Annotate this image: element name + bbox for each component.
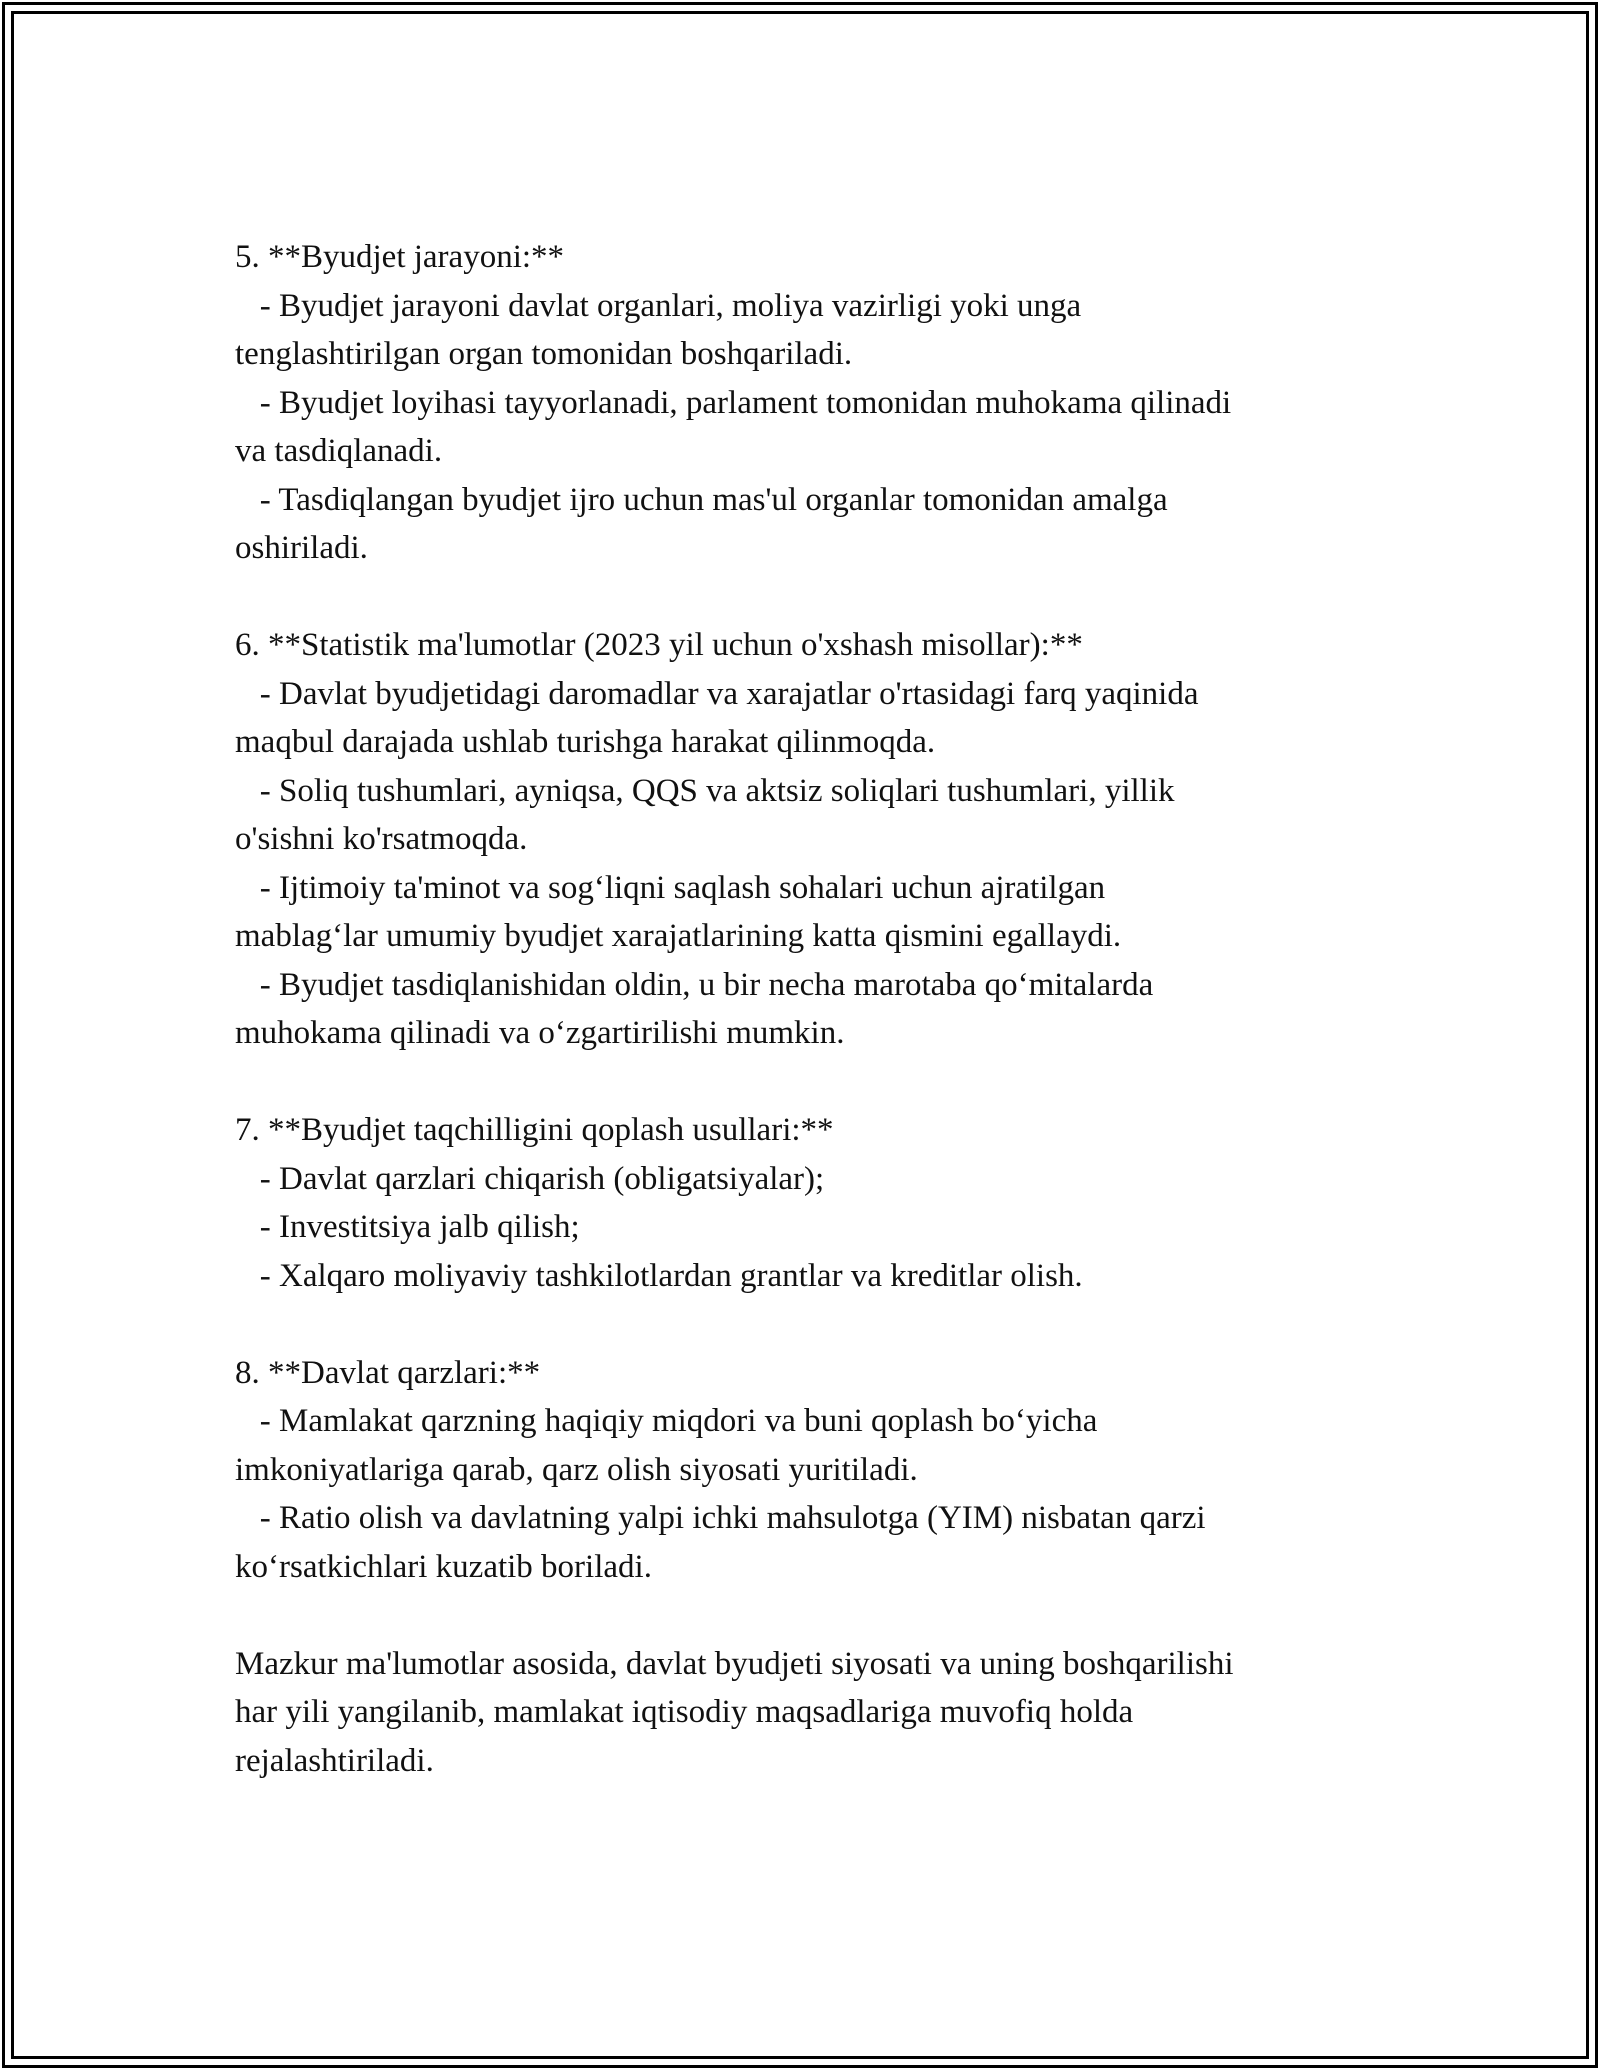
blank-line — [235, 1591, 1365, 1640]
text-line: - Byudjet tasdiqlanishidan oldin, u bir necha marotaba qo‘mitalarda — [235, 966, 1154, 1003]
text-line: tenglashtirilgan organ tomonidan boshqariladi. — [235, 336, 853, 372]
text-line: - Investitsiya jalb qilish; — [235, 1209, 580, 1245]
blank-line — [235, 573, 1365, 622]
text-line: - Davlat qarzlari chiqarish (obligatsiyalar); — [235, 1160, 825, 1197]
section-heading-6: 6. **Statistik ma'lumotlar (2023 yil uchun o'xshash misollar):** — [235, 627, 1083, 663]
text-line: oshiriladi. — [235, 530, 368, 566]
text-line: - Byudjet jarayoni davlat organlari, moliya vazirligi yoki unga — [235, 287, 1082, 324]
text-line: - Ratio olish va davlatning yalpi ichki mahsulotga (YIM) nisbatan qarzi — [235, 1500, 1206, 1536]
text-line: - Davlat byudjetidagi daromadlar va xarajatlar o'rtasidagi farq yaqinida — [235, 675, 1199, 712]
section-heading-8: 8. **Davlat qarzlari:** — [235, 1354, 541, 1391]
section-heading-7: 7. **Byudjet taqchilligini qoplash usullari:** — [235, 1112, 834, 1148]
text-line: - Byudjet loyihasi tayyorlanadi, parlament tomonidan muhokama qilinadi — [235, 384, 1232, 421]
text-line: - Ijtimoiy ta'minot va sog‘liqni saqlash sohalari uchun ajratilgan — [235, 869, 1106, 906]
text-line: imkoniyatlariga qarab, qarz olish siyosati yuritiladi. — [235, 1451, 918, 1488]
text-line: o'sishni ko'rsatmoqda. — [235, 821, 528, 857]
text-line: - Xalqaro moliyaviy tashkilotlardan grantlar va kreditlar olish. — [235, 1257, 1083, 1294]
conclusion-line: har yili yangilanib, mamlakat iqtisodiy maqsadlariga muvofiq holda — [235, 1694, 1134, 1730]
text-line: maqbul darajada ushlab turishga harakat qilinmoqda. — [235, 724, 936, 760]
blank-line — [235, 1058, 1365, 1107]
text-line: - Mamlakat qarzning haqiqiy miqdori va buni qoplash bo‘yicha — [235, 1403, 1098, 1439]
document-body — [235, 233, 1365, 1785]
text-line: - Soliq tushumlari, ayniqsa, QQS va aktsiz soliqlari tushumlari, yillik — [235, 772, 1175, 809]
text-line: va tasdiqlanadi. — [235, 433, 443, 469]
text-line: mablag‘lar umumiy byudjet xarajatlarining katta qismini egallaydi. — [235, 918, 1122, 954]
text-line: - Tasdiqlangan byudjet ijro uchun mas'ul organlar tomonidan amalga — [235, 481, 1168, 518]
blank-line — [235, 1300, 1365, 1349]
conclusion-line: Mazkur ma'lumotlar asosida, davlat byudjeti siyosati va uning boshqarilishi — [235, 1645, 1234, 1682]
conclusion-line: rejalashtiriladi. — [235, 1742, 434, 1779]
text-line: muhokama qilinadi va o‘zgartirilishi mumkin. — [235, 1015, 845, 1051]
text-line: ko‘rsatkichlari kuzatib boriladi. — [235, 1548, 652, 1585]
section-heading-5: 5. **Byudjet jarayoni:** — [235, 239, 565, 275]
